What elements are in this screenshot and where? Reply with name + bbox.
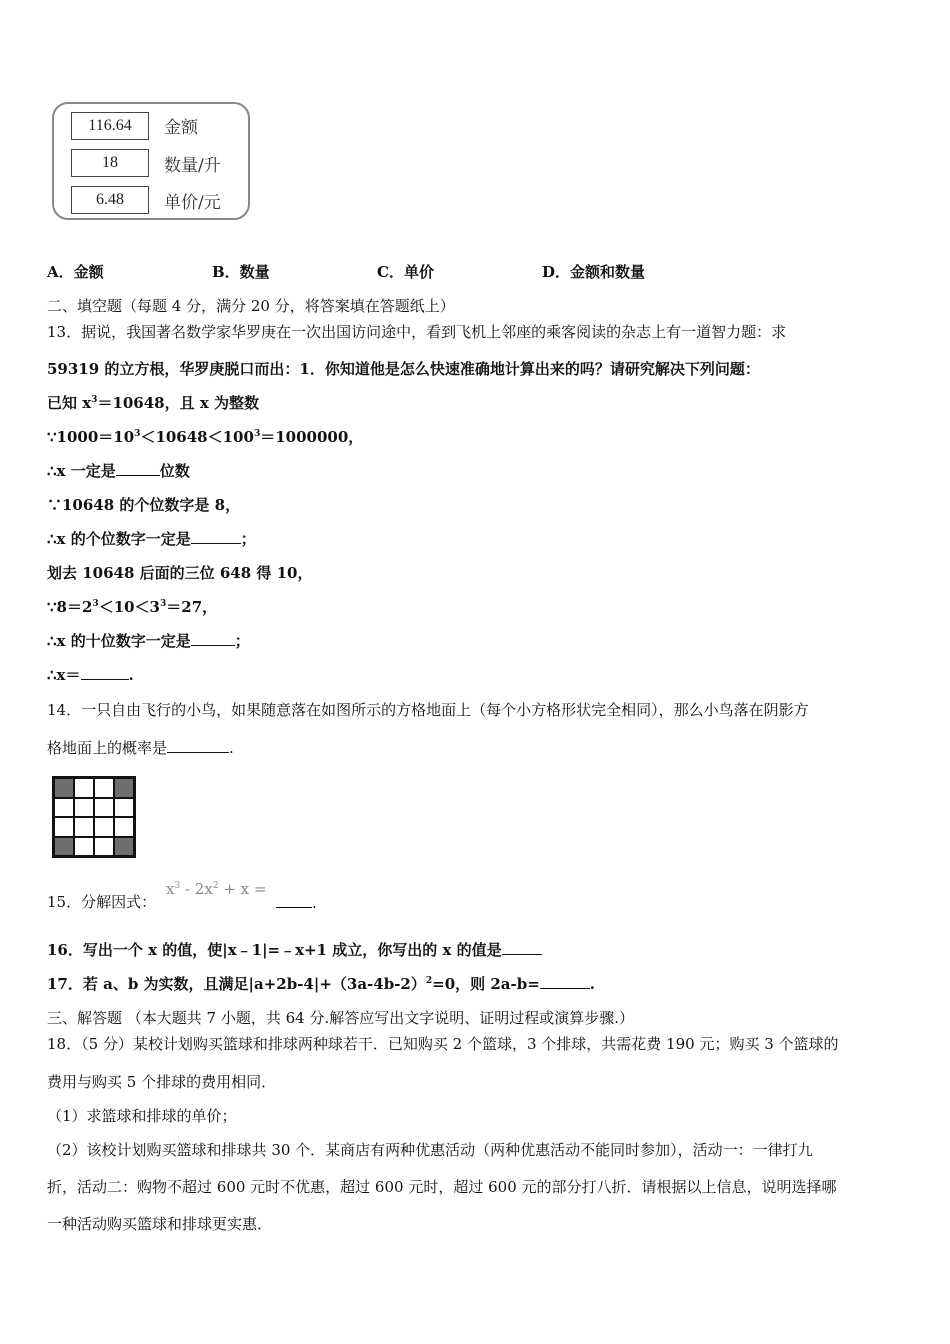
q13-line7: ∴x 的个位数字一定是 ； [47, 530, 256, 548]
q18-part2-line3: 一种活动购买篮球和排球更实惠． [47, 1215, 273, 1233]
grid-cell-shaded [114, 778, 134, 798]
answer-blank [191, 529, 241, 544]
q13-line9: $\because 8=2^3<10<3^3=27$， [47, 598, 218, 616]
quantity-label: 数量/升 [164, 156, 221, 176]
section2-title: 二、填空题（每题 4 分，满分 20 分，将答案填在答题纸上） [47, 297, 455, 315]
unit-price-label: 单价/元 [164, 193, 221, 213]
q15-prefix: 15．分解因式： [47, 893, 157, 911]
shaded-grid-figure [52, 776, 136, 858]
q18-part2-line2: 折，活动二：购物不超过 600 元时不优惠，超过 600 元时，超过 600 元的部分打八折．请根据以上信息，说明选择哪 [47, 1178, 837, 1196]
answer-blank [540, 974, 590, 989]
q14-line2: 格地面上的概率是 . [47, 739, 234, 757]
amount-value: 116.64 [71, 112, 149, 140]
section3-title: 三、解答题 （本大题共 7 小题，共 64 分.解答应写出文字说明、证明过程或演算步骤.） [47, 1009, 635, 1027]
grid-cell [74, 798, 94, 818]
grid-cell [94, 798, 114, 818]
q13-line10: ∴x 的十位数字一定是 ； [47, 632, 250, 650]
q13-line2: 59319 的立方根，华罗庚脱口而出：1．你知道他是怎么快速准确地计算出来的吗？请研究解决下列问题： [47, 360, 760, 378]
grid-cell [114, 798, 134, 818]
grid-cell-shaded [54, 837, 74, 857]
answer-blank [276, 893, 312, 908]
q17-line: 17．若 a、b 为实数，且满足$|a+2b-4|+(3a-4b-2)^2=0$，则 2a-b= . [47, 975, 596, 993]
option-a: A．金额 [47, 263, 104, 281]
answer-blank [167, 738, 229, 753]
quantity-value: 18 [71, 149, 149, 177]
q13-line4: $\because 1000=10^3<10648<100^3=1000000$， [47, 428, 364, 446]
q18-line1: 18．（5 分）某校计划购买篮球和排球两种球若干．已知购买 2 个篮球，3 个排球，共需花费 190 元；购买 3 个篮球的 [47, 1035, 839, 1053]
q14-line1: 14．一只自由飞行的小鸟，如果随意落在如图所示的方格地面上（每个小方格形状完全相同），那么小鸟落在阴影方 [47, 701, 809, 719]
answer-blank [191, 631, 235, 646]
fuel-pump-display [52, 102, 250, 220]
q13-line3: 已知 $x^3=10648$，且 x 为整数 [47, 394, 260, 412]
grid-cell [94, 778, 114, 798]
unit-price-value: 6.48 [71, 186, 149, 214]
answer-blank [502, 940, 542, 955]
q13-line11: ∴x＝ . [47, 666, 134, 684]
q18-part1: （1）求篮球和排球的单价； [47, 1107, 237, 1125]
option-b: B．数量 [212, 263, 270, 281]
grid-cell [74, 817, 94, 837]
grid-cell-shaded [54, 778, 74, 798]
q15-answer: . [276, 893, 317, 912]
grid-cell [54, 798, 74, 818]
answer-blank [81, 665, 129, 680]
q15-expression: $x^3 - 2x^2 + x$ = [166, 880, 267, 898]
q13-line1: 13．据说，我国著名数学家华罗庚在一次出国访问途中，看到飞机上邻座的乘客阅读的杂志上有一道智力题：求 [47, 323, 787, 341]
answer-blank [116, 461, 160, 476]
grid-cell [114, 817, 134, 837]
grid-cell-shaded [114, 837, 134, 857]
option-d: D．金额和数量 [542, 263, 646, 281]
q18-line2: 费用与购买 5 个排球的费用相同． [47, 1073, 277, 1091]
q18-part2-line1: （2）该校计划购买篮球和排球共 30 个．某商店有两种优惠活动（两种优惠活动不能同时参加），活动一：一律打九 [47, 1141, 813, 1159]
amount-label: 金额 [164, 118, 198, 138]
q16-line: 16．写出一个 x 的值，使|x﹣1|=﹣x+1 成立，你写出的 x 的值是 [47, 939, 542, 960]
grid-cell [54, 817, 74, 837]
grid-cell [94, 837, 114, 857]
q13-line8: 划去 10648 后面的三位 648 得 10， [47, 564, 313, 582]
grid-cell [74, 778, 94, 798]
grid-cell [94, 817, 114, 837]
q13-line6: ∵10648 的个位数字是 8， [47, 496, 241, 514]
q13-line5: ∴x 一定是 位数 [47, 462, 190, 480]
grid-cell [74, 837, 94, 857]
option-c: C．单价 [377, 263, 434, 281]
